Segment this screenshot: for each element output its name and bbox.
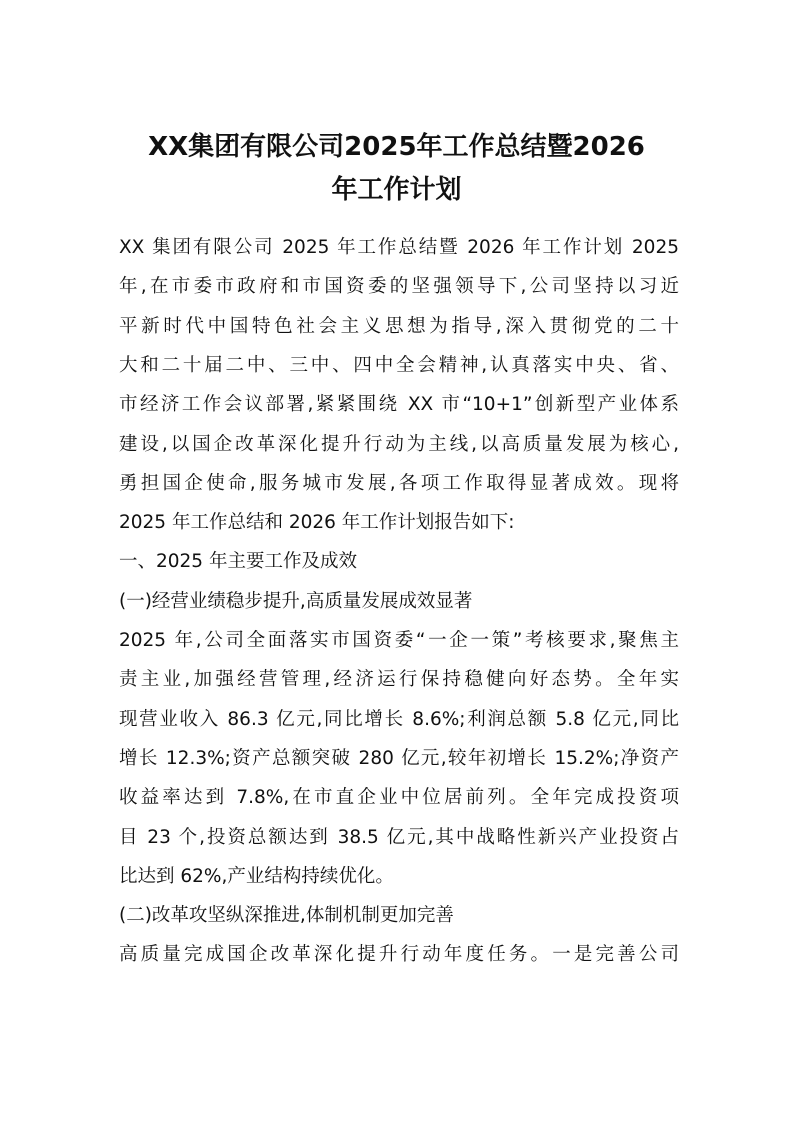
paragraph-line: 高质量完成国企改革深化提升行动年度任务。一是完善公司 xyxy=(119,944,679,966)
document-title-line-2: 年工作计划 xyxy=(331,175,462,205)
paragraph-line: 市经济工作会议部署,紧紧围绕 XX 市“10+1”创新型产业体系 xyxy=(119,394,679,416)
paragraph-line: 大和二十届二中、三中、四中全会精神,认真落实中央、省、 xyxy=(119,354,679,376)
paragraph-line: 现营业收入 86.3 亿元,同比增长 8.6%;利润总额 5.8 亿元,同比 xyxy=(119,708,679,730)
paragraph-line: 建设,以国企改革深化提升行动为主线,以高质量发展为核心, xyxy=(119,433,679,455)
paragraph-line: 平新时代中国特色社会主义思想为指导,深入贯彻党的二十 xyxy=(119,315,679,337)
paragraph-line: XX 集团有限公司 2025 年工作总结暨 2026 年工作计划 2025 xyxy=(119,237,679,258)
paragraph-line: 责主业,加强经营管理,经济运行保持稳健向好态势。全年实 xyxy=(119,669,679,691)
paragraph-line: 勇担国企使命,服务城市发展,各项工作取得显著成效。现将 xyxy=(119,472,679,494)
paragraph-line: 比达到 62%,产业结构持续优化。 xyxy=(119,865,394,887)
paragraph-line: (一)经营业绩稳步提升,高质量发展成效显著 xyxy=(119,590,473,612)
paragraph-line: 目 23 个,投资总额达到 38.5 亿元,其中战略性新兴产业投资占 xyxy=(119,826,679,848)
paragraph-line: 年,在市委市政府和市国资委的坚强领导下,公司坚持以习近 xyxy=(119,276,679,298)
paragraph-line: (二)改革攻坚纵深推进,体制机制更加完善 xyxy=(119,905,454,927)
paragraph-line: 增长 12.3%;资产总额突破 280 亿元,较年初增长 15.2%;净资产 xyxy=(119,747,679,769)
paragraph-line: 2025 年,公司全面落实市国资委“一企一策”考核要求,聚焦主 xyxy=(119,630,679,651)
document-title-line-1: XX集团有限公司2025年工作总结暨2026 xyxy=(148,132,645,162)
paragraph-line: 一、2025 年主要工作及成效 xyxy=(119,551,357,573)
paragraph-line: 2025 年工作总结和 2026 年工作计划报告如下: xyxy=(119,512,515,534)
paragraph-line: 收益率达到 7.8%,在市直企业中位居前列。全年完成投资项 xyxy=(119,787,679,809)
